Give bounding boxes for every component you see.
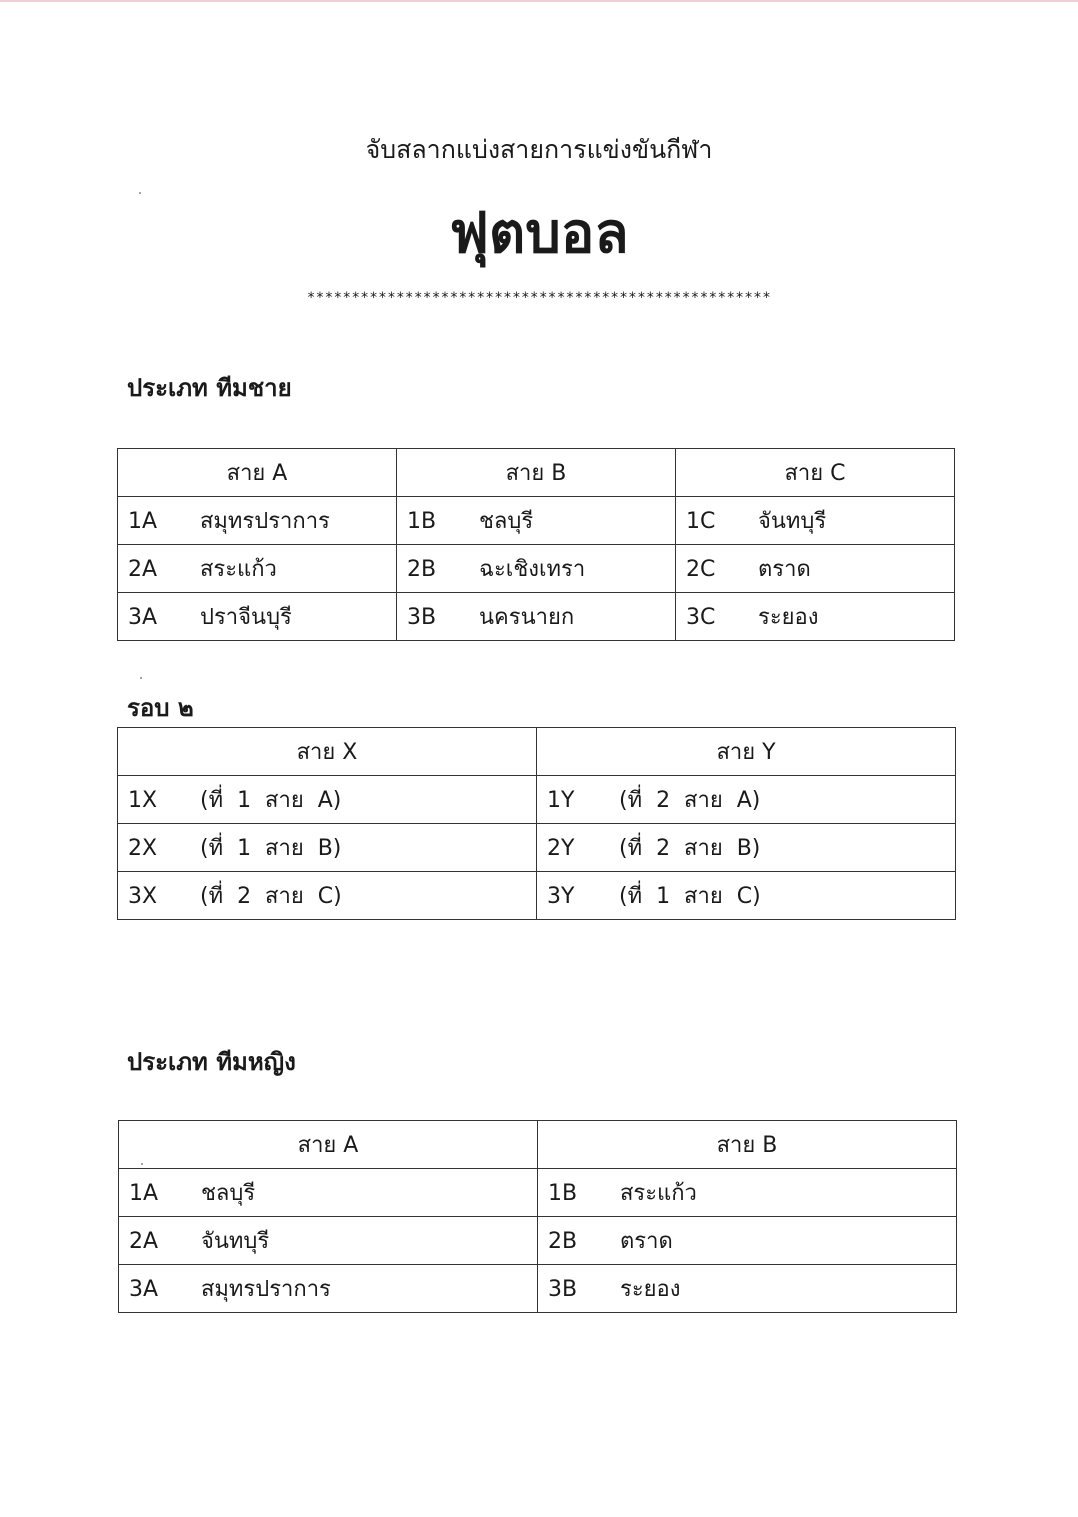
table-row: [119, 1169, 957, 1217]
seed-code: 2B: [407, 557, 437, 582]
column-header: สาย B: [397, 449, 676, 497]
table-cell: [118, 545, 397, 593]
group-source: (ที่ 1 สาย C): [619, 884, 761, 909]
scan-speck: [139, 192, 141, 194]
seed-code: 2A: [128, 557, 158, 582]
column-header: สาย A: [119, 1121, 538, 1169]
seed-code: 1A: [128, 509, 158, 534]
table-cell: [538, 1265, 957, 1313]
group-source: (ที่ 2 สาย A): [619, 788, 761, 813]
seed-code: 3A: [129, 1277, 159, 1302]
table-row: [119, 1265, 957, 1313]
table-row: [118, 872, 956, 920]
round2-groups-table: [117, 727, 956, 920]
women-section-heading: ประเภท ทีมหญิง: [127, 1048, 296, 1076]
scan-speck: [140, 677, 142, 679]
men-section-heading: ประเภท ทีมชาย: [127, 374, 292, 402]
team-name: ระยอง: [758, 605, 819, 630]
seed-code: 3X: [128, 884, 158, 909]
table-cell: [538, 1169, 957, 1217]
seed-code: 2Y: [547, 836, 575, 861]
separator-line: ****************************************************: [306, 290, 772, 306]
seed-code: 3A: [128, 605, 158, 630]
table-row: [118, 545, 955, 593]
page-title: ฟุตบอล: [449, 201, 629, 266]
table-cell: [537, 824, 956, 872]
seed-code: 2A: [129, 1229, 159, 1254]
table-cell: [397, 497, 676, 545]
column-header: สาย X: [118, 728, 537, 776]
team-name: จันทบุรี: [758, 509, 827, 534]
column-header: สาย Y: [537, 728, 956, 776]
table-header-row: [119, 1121, 957, 1169]
column-header: สาย A: [118, 449, 397, 497]
scan-speck: [141, 1163, 143, 1165]
seed-code: 2C: [686, 557, 716, 582]
seed-code: 1A: [129, 1181, 159, 1206]
group-source: (ที่ 2 สาย C): [200, 884, 342, 909]
seed-code: 3C: [686, 605, 716, 630]
table-header-row: [118, 728, 956, 776]
team-name: ปราจีนบุรี: [200, 605, 292, 630]
table-cell: [118, 776, 537, 824]
table-cell: [397, 545, 676, 593]
top-edge-line: [0, 0, 1078, 2]
team-name: นครนายก: [479, 605, 575, 630]
seed-code: 3B: [548, 1277, 578, 1302]
table-row: [118, 824, 956, 872]
column-header: สาย B: [538, 1121, 957, 1169]
table-cell: [119, 1265, 538, 1313]
table-cell: [676, 497, 955, 545]
group-source: (ที่ 1 สาย B): [200, 836, 342, 861]
seed-code: 3B: [407, 605, 437, 630]
table-row: [118, 776, 956, 824]
team-name: ตราด: [758, 557, 811, 582]
team-name: ชลบุรี: [201, 1181, 256, 1206]
team-name: จันทบุรี: [201, 1229, 270, 1254]
table-cell: [118, 593, 397, 641]
team-name: สมุทรปราการ: [200, 509, 330, 534]
table-row: [118, 593, 955, 641]
table-row: [118, 497, 955, 545]
seed-code: 1B: [548, 1181, 578, 1206]
table-cell: [676, 593, 955, 641]
seed-code: 1C: [686, 509, 716, 534]
table-cell: [538, 1217, 957, 1265]
team-name: สระแก้ว: [200, 557, 277, 582]
seed-code: 3Y: [547, 884, 575, 909]
seed-code: 1Y: [547, 788, 575, 813]
column-header: สาย C: [676, 449, 955, 497]
team-name: ระยอง: [620, 1277, 681, 1302]
page-subtitle: จับสลากแบ่งสายการแข่งขันกีฬา: [365, 135, 713, 164]
table-cell: [119, 1169, 538, 1217]
round2-heading: รอบ ๒: [127, 694, 194, 722]
team-name: ฉะเชิงเทรา: [479, 557, 586, 582]
team-name: สมุทรปราการ: [201, 1277, 331, 1302]
table-header-row: [118, 449, 955, 497]
seed-code: 2X: [128, 836, 158, 861]
group-source: (ที่ 2 สาย B): [619, 836, 761, 861]
table-cell: [118, 497, 397, 545]
seed-code: 2B: [548, 1229, 578, 1254]
table-cell: [676, 545, 955, 593]
table-cell: [119, 1217, 538, 1265]
men-groups-table: [117, 448, 955, 641]
table-cell: [118, 824, 537, 872]
team-name: ชลบุรี: [479, 509, 534, 534]
table-cell: [537, 776, 956, 824]
table-cell: [537, 872, 956, 920]
women-groups-table: [118, 1120, 957, 1313]
team-name: ตราด: [620, 1229, 673, 1254]
table-cell: [118, 872, 537, 920]
seed-code: 1B: [407, 509, 437, 534]
group-source: (ที่ 1 สาย A): [200, 788, 342, 813]
seed-code: 1X: [128, 788, 158, 813]
table-row: [119, 1217, 957, 1265]
table-cell: [397, 593, 676, 641]
team-name: สระแก้ว: [620, 1181, 697, 1206]
